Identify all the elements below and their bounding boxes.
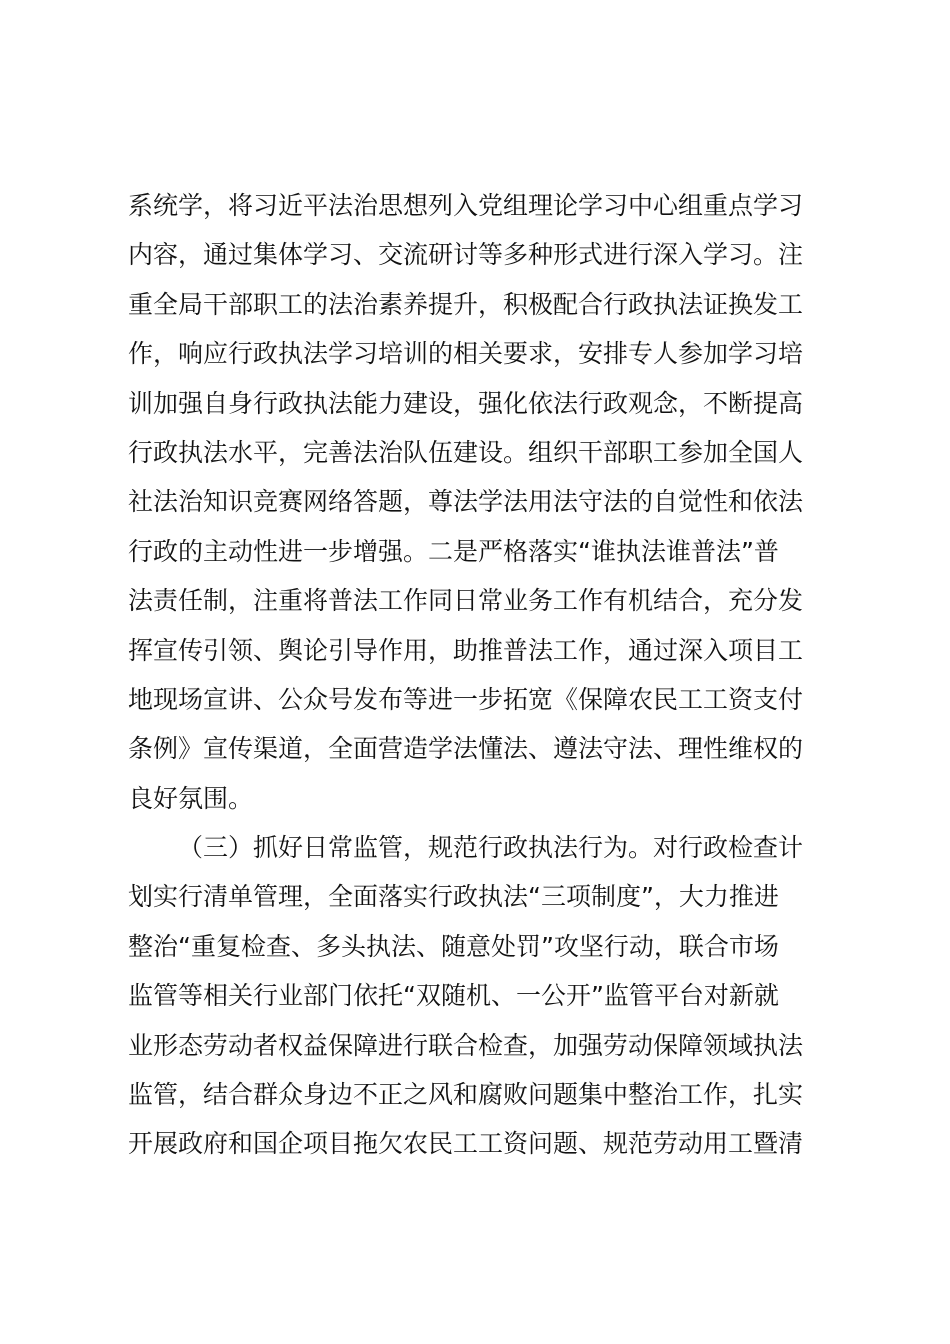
text-line-13: 良好氛围。 — [128, 783, 254, 813]
text-line-2: 内容，通过集体学习、交流研讨等多种形式进行深入学习。注 — [128, 240, 804, 270]
text-line-19: 监管，结合群众身边不正之风和腐败问题集中整治工作，扎实 — [128, 1080, 804, 1110]
text-line-18: 业形态劳动者权益保障进行联合检查，加强劳动保障领域执法 — [128, 1030, 804, 1060]
text-line-3: 重全局干部职工的法治素养提升，积极配合行政执法证换发工 — [128, 289, 804, 319]
text-line-12: 条例》宣传渠道，全面营造学法懂法、遵法守法、理性维权的 — [128, 734, 804, 764]
text-line-10: 挥宣传引领、舆论引导作用，助推普法工作，通过深入项目工 — [128, 635, 804, 665]
text-line-8: 行政的主动性进一步增强。二是严格落实“谁执法谁普法”普 — [128, 536, 779, 566]
text-line-5: 训加强自身行政执法能力建设，强化依法行政观念，不断提高 — [128, 388, 804, 418]
text-line-20: 开展政府和国企项目拖欠农民工工资问题、规范劳动用工暨清 — [128, 1129, 804, 1159]
text-line-9: 法责任制，注重将普法工作同日常业务工作有机结合，充分发 — [128, 586, 804, 616]
section-heading-line: （三）抓好日常监管，规范行政执法行为。对行政检查计 — [178, 833, 804, 863]
text-line-17: 监管等相关行业部门依托“双随机、一公开”监管平台对新就 — [128, 981, 779, 1011]
text-line-7: 社法治知识竞赛网络答题，尊法学法用法守法的自觉性和依法 — [128, 487, 804, 517]
text-line-16: 整治“重复检查、多头执法、随意处罚”攻坚行动，联合市场 — [128, 931, 779, 961]
text-line-11: 地现场宣讲、公众号发布等进一步拓宽《保障农民工工资支付 — [128, 684, 804, 714]
text-line-6: 行政执法水平，完善法治队伍建设。组织干部职工参加全国人 — [128, 437, 804, 467]
text-line-15: 划实行清单管理，全面落实行政执法“三项制度”，大力推进 — [128, 882, 779, 912]
text-line-4: 作，响应行政执法学习培训的相关要求，安排专人参加学习培 — [128, 339, 804, 369]
document-body — [128, 181, 838, 1169]
text-line-1: 系统学，将习近平法治思想列入党组理论学习中心组重点学习 — [128, 191, 804, 220]
